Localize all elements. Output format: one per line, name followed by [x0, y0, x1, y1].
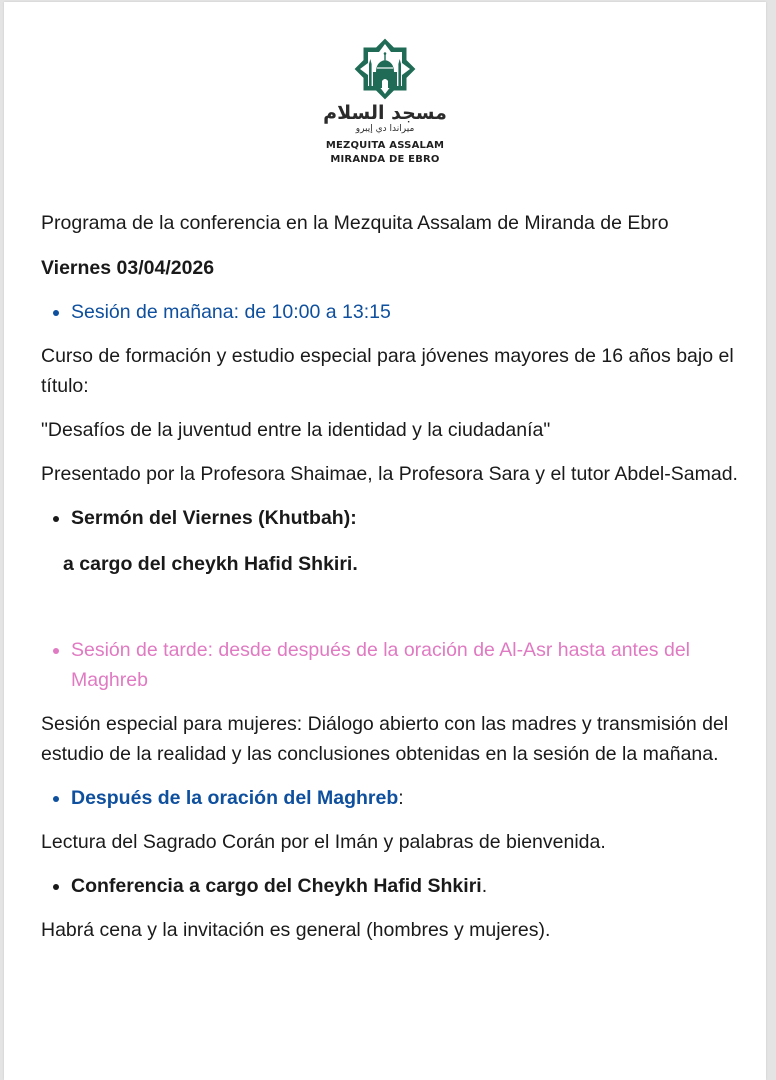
logo-name-line1: MEZQUITA ASSALAM — [325, 140, 445, 151]
maghreb-item — [41, 783, 741, 813]
logo-arabic-subtitle: ميراندا دي إيبرو — [355, 124, 415, 134]
conference-period: . — [481, 875, 488, 897]
morning-session-label: Sesión de mañana: de 10:00 a 13:15 — [71, 301, 391, 323]
intro-paragraph: Programa de la conferencia en la Mezquita Assalam de Miranda de Ebro — [41, 212, 669, 234]
date-heading: Viernes 03/04/2026 — [41, 257, 215, 279]
program-content — [41, 208, 741, 945]
bullet-icon — [53, 796, 59, 802]
mosque-star-icon — [354, 38, 416, 100]
maghreb-colon: : — [398, 787, 404, 809]
bullet-icon — [53, 648, 59, 654]
bullet-icon — [53, 516, 59, 522]
conference-heading: Conferencia a cargo del Cheykh Hafid Shkiri — [71, 875, 482, 897]
women-session-paragraph: Sesión especial para mujeres: Diálogo abierto con las madres y transmisión del estudio de la realidad y las conclusiones obtenidas en la sesión de la mañana. — [41, 713, 729, 765]
quran-reading-paragraph: Lectura del Sagrado Corán por el Imán y palabras de bienvenida. — [41, 831, 606, 853]
sermon-speaker: a cargo del cheykh Hafid Shkiri. — [63, 553, 358, 575]
mosque-logo — [4, 38, 766, 167]
conference-item — [41, 871, 741, 901]
maghreb-heading: Después de la oración del Maghreb — [71, 787, 399, 809]
logo-arabic-title: مسجد السلام — [323, 102, 447, 124]
bullet-icon — [53, 310, 59, 316]
course-description: Curso de formación y estudio especial para jóvenes mayores de 16 años bajo el título: — [41, 345, 734, 397]
afternoon-session-label: Sesión de tarde: desde después de la oración de Al-Asr hasta antes del Maghreb — [71, 639, 690, 691]
presenters-paragraph: Presentado por la Profesora Shaimae, la Profesora Sara y el tutor Abdel-Samad. — [41, 463, 738, 485]
course-title: "Desafíos de la juventud entre la identidad y la ciudadanía" — [41, 419, 551, 441]
dinner-note: Habrá cena y la invitación es general (hombres y mujeres). — [41, 919, 551, 941]
morning-session-item — [41, 297, 741, 327]
sermon-heading: Sermón del Viernes (Khutbah): — [71, 507, 357, 529]
document-page — [4, 2, 766, 1080]
sermon-item — [41, 503, 741, 533]
bullet-icon — [53, 884, 59, 890]
afternoon-session-item — [41, 635, 731, 695]
logo-name-line2: MIRANDA DE EBRO — [330, 154, 440, 165]
